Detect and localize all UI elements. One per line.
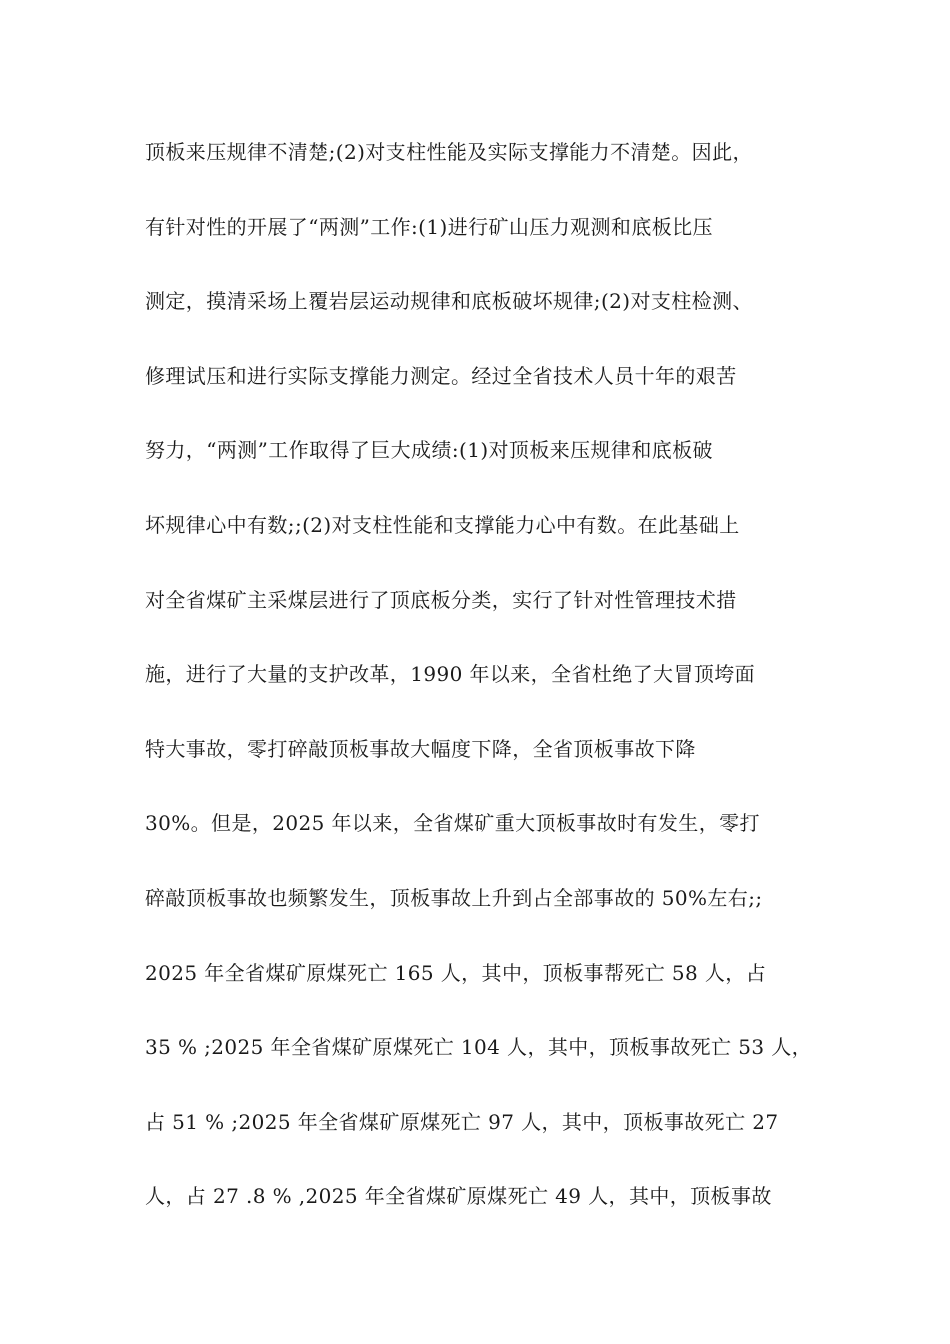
text-line: 修理试压和进行实际支撑能力测定。经过全省技术人员十年的艰苦 — [145, 363, 737, 388]
text-line: 30%。但是，2025 年以来，全省煤矿重大顶板事故时有发生，零打 — [145, 811, 760, 836]
text-line: 2025 年全省煤矿原煤死亡 165 人，其中，顶板事帮死亡 58 人，占 — [145, 960, 767, 985]
text-line: 测定，摸清采场上覆岩层运动规律和底板破坏规律;(2)对支柱检测、 — [145, 289, 753, 314]
text-line: 特大事故，零打碎敲顶板事故大幅度下降，全省顶板事故下降 — [145, 736, 696, 761]
text-line: 对全省煤矿主采煤层进行了顶底板分类，实行了针对性管理技术措 — [145, 587, 737, 612]
text-line: 碎敲顶板事故也频繁发生，顶板事故上升到占全部事故的 50%左右;; — [145, 885, 763, 910]
text-line: 有针对性的开展了“两测”工作:(1)进行矿山压力观测和底板比压 — [145, 214, 713, 239]
text-line: 顶板来压规律不清楚;(2)对支柱性能及实际支撑能力不清楚。因此， — [145, 140, 753, 164]
text-line: 坏规律心中有数;;(2)对支柱性能和支撑能力心中有数。在此基础上 — [145, 512, 740, 537]
text-line: 35 % ;2025 年全省煤矿原煤死亡 104 人，其中，顶板事故死亡 53 人， — [145, 1035, 813, 1060]
text-line: 努力，“两测”工作取得了巨大成绩:(1)对顶板来压规律和底板破 — [145, 438, 713, 463]
text-line: 占 51 % ;2025 年全省煤矿原煤死亡 97 人，其中，顶板事故死亡 27 — [145, 1109, 779, 1134]
body-paragraph — [145, 134, 813, 1253]
text-line: 施，进行了大量的支护改革，1990 年以来，全省杜绝了大冒顶垮面 — [145, 662, 756, 687]
text-line: 人，占 27 .8 % ,2025 年全省煤矿原煤死亡 49 人，其中，顶板事故 — [145, 1184, 772, 1209]
